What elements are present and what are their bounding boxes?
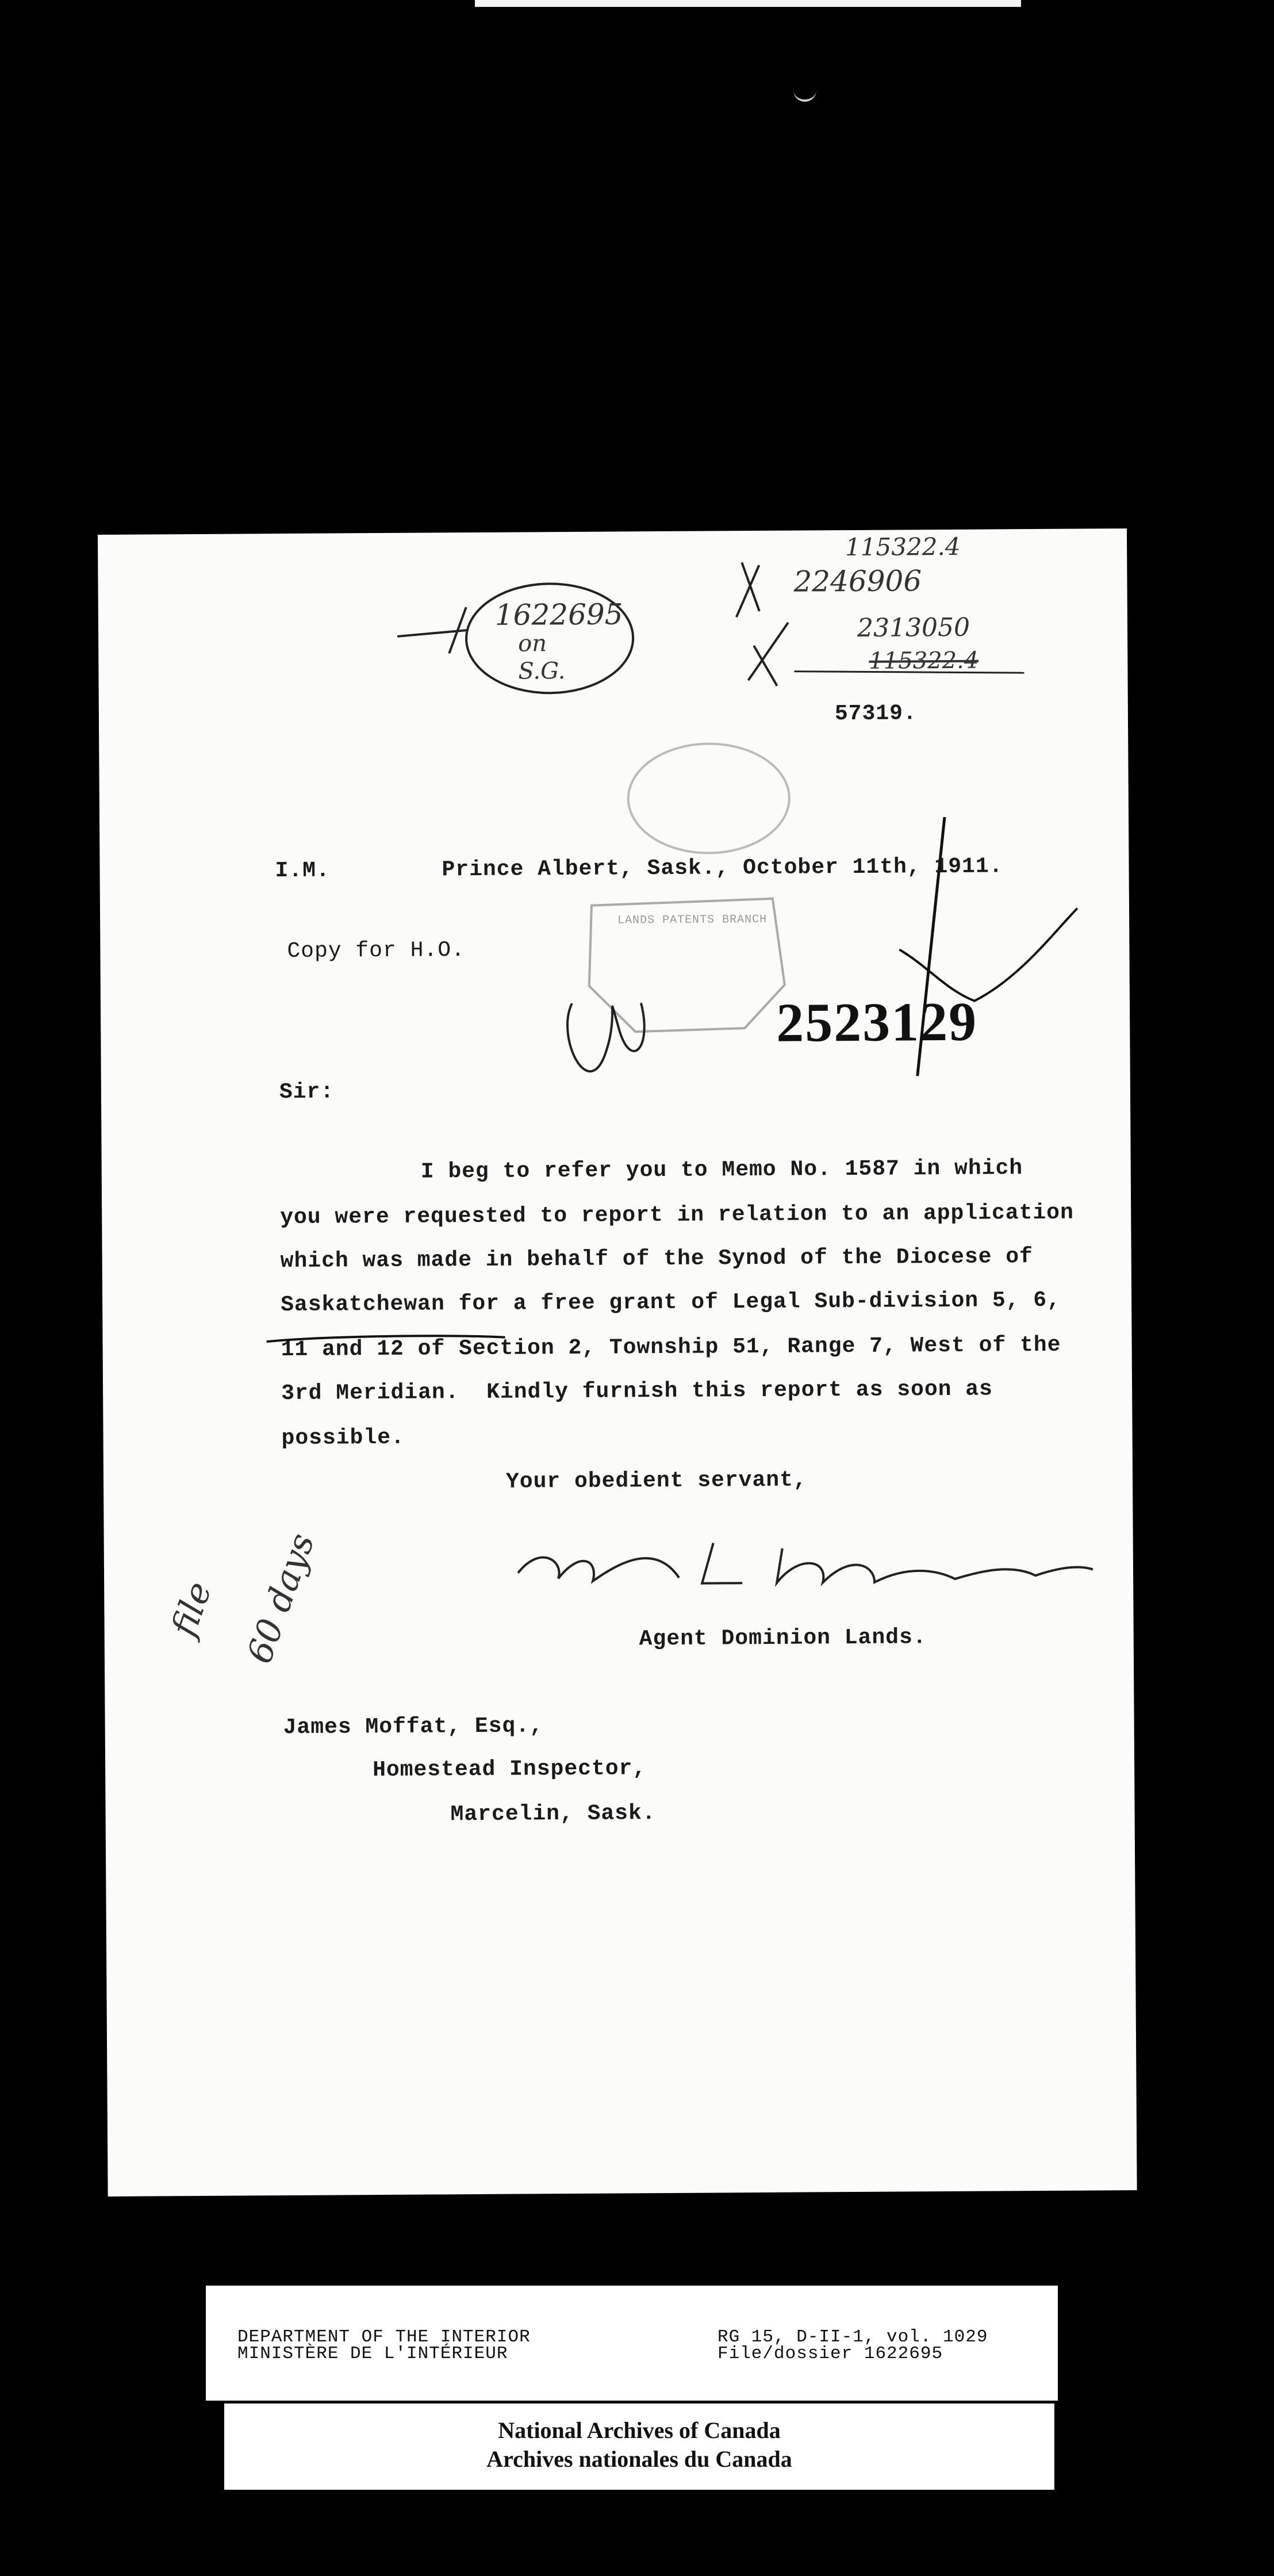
body-line: possible. [281,1425,405,1451]
body-line: I beg to refer you to Memo No. 1587 in which [420,1156,1023,1184]
file-number-note: on S.G. [518,630,566,685]
file-number-handwritten: 1622695 [494,597,623,632]
salutation: Sir: [279,1079,335,1105]
addressee-title: Homestead Inspector, [373,1756,647,1783]
handwritten-ref-low: 2313050 [857,612,970,643]
department-english: DEPARTMENT OF THE INTERIOR [237,2327,531,2347]
stamp-small-number: 57319. [834,701,917,727]
film-speck [793,89,816,102]
body-line: 11 and 12 of Section 2, Township 51, Range 7, West of the [281,1332,1061,1363]
closing: Your obedient servant, [505,1467,807,1494]
body-line: you were requested to report in relation to an application [280,1200,1074,1230]
initials: I.M. [275,858,330,884]
archives-name-label [224,2404,1054,2490]
copy-note: Copy for H.O. [287,938,466,964]
body-line: Saskatchewan for a free grant of Legal Sub-division 5, 6, [281,1287,1061,1318]
big-stamped-number: 2523129 [776,990,978,1053]
top-film-edge [475,0,1021,7]
margin-note: file 60 days [163,1528,323,1669]
addressee-place: Marcelin, Sask. [450,1801,656,1827]
handwritten-ref-struck: 115322.4 [869,647,979,674]
pencil-marks [98,528,1137,2196]
archives-name-french: Archives nationales du Canada [486,2446,792,2472]
record-group-reference: RG 15, D-II-1, vol. 1029 [717,2327,988,2347]
archives-name-english: National Archives of Canada [498,2417,781,2443]
place-date: Prince Albert, Sask., October 11th, 1911. [442,854,1003,883]
file-reference: File/dossier 1622695 [717,2344,943,2364]
body-line: which was made in behalf of the Synod of the Diocese of [280,1244,1034,1274]
signature-text [509,1912,513,1913]
signature-stroke [518,1540,1093,1584]
branch-stamp-text: LANDS PATENTS BRANCH [617,913,768,927]
received-stamp-oval [628,743,789,854]
handwritten-ref-middle: 2246906 [793,564,922,599]
body-line: 3rd Meridian. Kindly furnish this report as soon as [281,1377,993,1406]
handwritten-ref-top: 115322.4 [845,532,961,562]
signer-title: Agent Dominion Lands. [639,1625,927,1652]
department-french: MINISTÈRE DE L'INTÉRIEUR [237,2344,508,2364]
document-page [98,528,1137,2196]
addressee-name: James Moffat, Esq., [283,1713,544,1741]
archive-reference-label [206,2286,1058,2401]
